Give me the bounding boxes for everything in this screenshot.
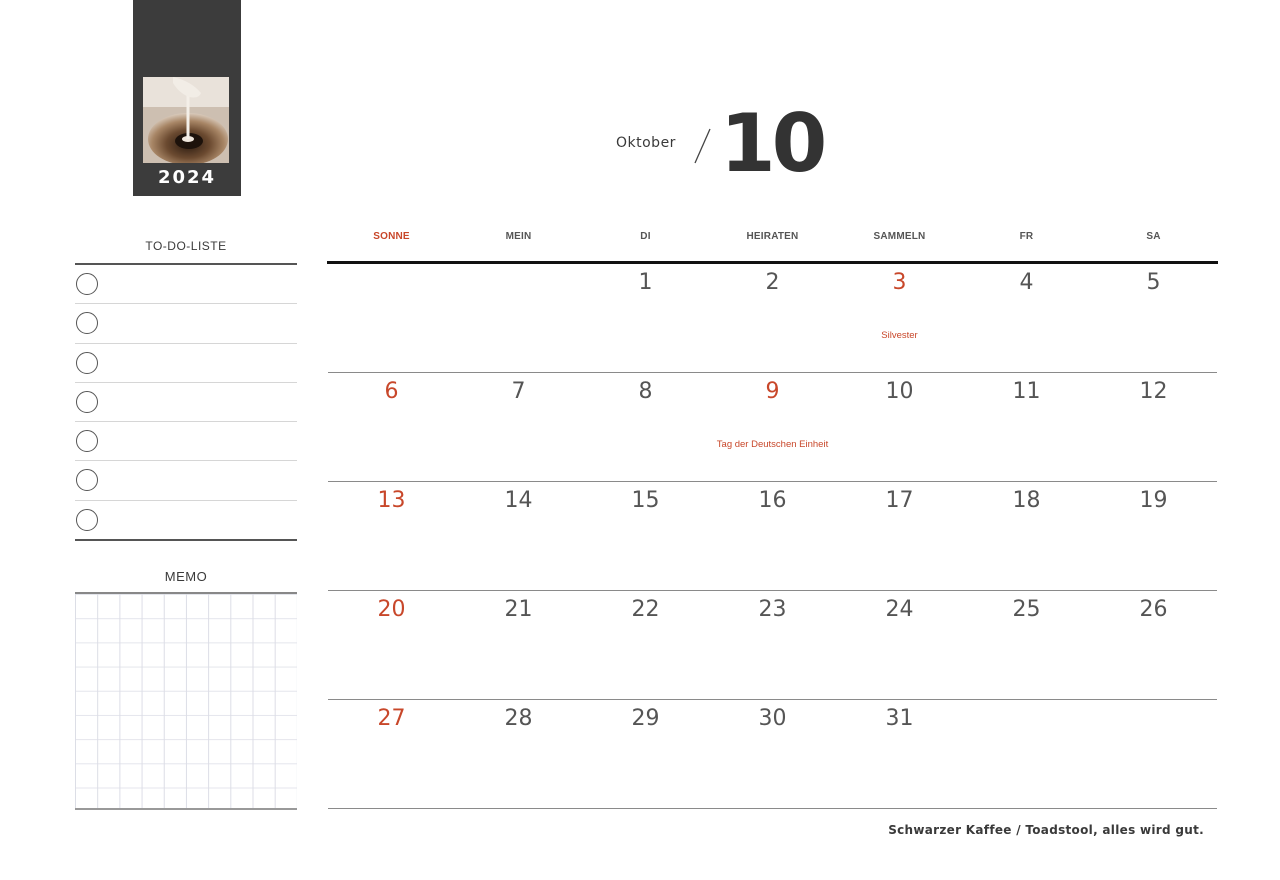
checkbox-circle-icon[interactable]	[76, 509, 98, 531]
todo-item[interactable]	[75, 461, 297, 500]
day-number: 16	[758, 488, 787, 513]
day-cell[interactable]	[455, 591, 582, 700]
day-cell[interactable]	[709, 591, 836, 700]
checkbox-circle-icon[interactable]	[76, 469, 98, 491]
month-name: Oktober	[616, 135, 676, 151]
day-cell[interactable]	[836, 373, 963, 482]
weekday-monday: MEIN	[505, 231, 532, 242]
day-cell[interactable]	[963, 482, 1090, 591]
memo-grid[interactable]	[75, 592, 297, 810]
day-cell	[328, 264, 455, 373]
day-number: 25	[1012, 597, 1041, 622]
day-cell[interactable]	[709, 373, 836, 482]
day-number: 9	[765, 379, 780, 404]
month-number: 10	[720, 97, 824, 190]
day-cell[interactable]	[328, 591, 455, 700]
day-number: 27	[377, 706, 406, 731]
checkbox-circle-icon[interactable]	[76, 430, 98, 452]
day-cell[interactable]	[836, 700, 963, 809]
day-number: 2	[765, 270, 780, 295]
day-cell[interactable]	[836, 591, 963, 700]
todo-item[interactable]	[75, 344, 297, 383]
day-number: 15	[631, 488, 660, 513]
day-number: 11	[1012, 379, 1041, 404]
day-number: 20	[377, 597, 406, 622]
weekday-friday: FR	[1019, 231, 1034, 242]
day-number: 5	[1146, 270, 1161, 295]
day-cell[interactable]	[455, 700, 582, 809]
day-number: 19	[1139, 488, 1168, 513]
coffee-photo	[143, 77, 229, 163]
todo-list	[75, 263, 297, 541]
day-number: 13	[377, 488, 406, 513]
weekday-sunday: SONNE	[373, 231, 410, 242]
day-number: 18	[1012, 488, 1041, 513]
todo-title: TO-DO-LISTE	[145, 239, 227, 253]
day-cell[interactable]	[963, 373, 1090, 482]
checkbox-circle-icon[interactable]	[76, 273, 98, 295]
day-number: 22	[631, 597, 660, 622]
day-number: 28	[504, 706, 533, 731]
todo-item[interactable]	[75, 304, 297, 343]
day-cell[interactable]	[582, 264, 709, 373]
day-cell[interactable]	[709, 700, 836, 809]
slash-divider	[692, 128, 712, 164]
day-number: 6	[384, 379, 399, 404]
day-cell	[455, 264, 582, 373]
day-cell[interactable]	[963, 264, 1090, 373]
day-cell	[963, 700, 1090, 809]
weekday-wednesday: HEIRATEN	[746, 231, 799, 242]
day-number: 7	[511, 379, 526, 404]
memo-title: MEMO	[164, 569, 208, 584]
day-number: 21	[504, 597, 533, 622]
weekday-thursday: SAMMELN	[873, 231, 926, 242]
day-number: 10	[885, 379, 914, 404]
todo-item[interactable]	[75, 501, 297, 540]
day-cell[interactable]	[709, 482, 836, 591]
day-cell[interactable]	[328, 700, 455, 809]
day-cell[interactable]	[836, 264, 963, 373]
day-number: 26	[1139, 597, 1168, 622]
day-cell[interactable]	[1090, 264, 1217, 373]
day-number: 8	[638, 379, 653, 404]
holiday-label: Silvester	[881, 330, 918, 341]
day-number: 30	[758, 706, 787, 731]
day-number: 29	[631, 706, 660, 731]
day-cell[interactable]	[1090, 373, 1217, 482]
day-number: 12	[1139, 379, 1168, 404]
todo-item[interactable]	[75, 383, 297, 422]
footer-caption: Schwarzer Kaffee / Toadstool, alles wird gut.	[888, 823, 1204, 837]
year-tab	[133, 0, 241, 196]
weekday-header	[328, 231, 1217, 261]
todo-item[interactable]	[75, 265, 297, 304]
day-cell[interactable]	[582, 700, 709, 809]
todo-item[interactable]	[75, 422, 297, 461]
day-cell[interactable]	[1090, 591, 1217, 700]
holiday-label: Tag der Deutschen Einheit	[716, 439, 829, 450]
weekday-tuesday: DI	[640, 231, 651, 242]
day-number: 17	[885, 488, 914, 513]
day-cell[interactable]	[963, 591, 1090, 700]
checkbox-circle-icon[interactable]	[76, 391, 98, 413]
day-number: 3	[892, 270, 907, 295]
day-number: 23	[758, 597, 787, 622]
day-cell[interactable]	[582, 482, 709, 591]
day-cell[interactable]	[836, 482, 963, 591]
day-cell[interactable]	[709, 264, 836, 373]
year-label: 2024	[157, 167, 217, 188]
day-number: 1	[638, 270, 653, 295]
day-cell[interactable]	[328, 482, 455, 591]
day-cell[interactable]	[1090, 482, 1217, 591]
calendar-grid	[328, 264, 1217, 809]
day-number: 14	[504, 488, 533, 513]
day-cell[interactable]	[582, 373, 709, 482]
day-cell[interactable]	[455, 482, 582, 591]
day-number: 24	[885, 597, 914, 622]
weekday-saturday: SA	[1146, 231, 1161, 242]
day-cell[interactable]	[455, 373, 582, 482]
checkbox-circle-icon[interactable]	[76, 312, 98, 334]
day-cell[interactable]	[328, 373, 455, 482]
checkbox-circle-icon[interactable]	[76, 352, 98, 374]
day-number: 31	[885, 706, 914, 731]
day-cell[interactable]	[582, 591, 709, 700]
day-cell	[1090, 700, 1217, 809]
day-number: 4	[1019, 270, 1034, 295]
